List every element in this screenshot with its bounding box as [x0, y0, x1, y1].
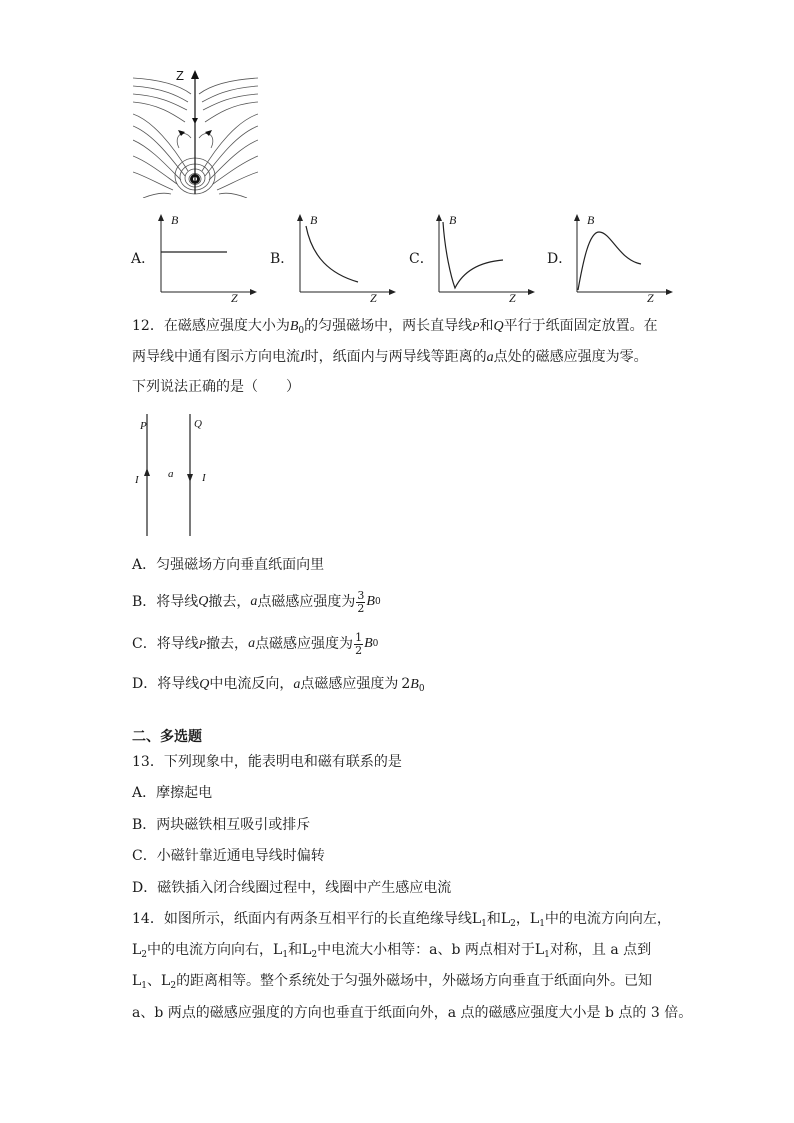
- b0-symbol: B: [364, 636, 373, 651]
- option-text: B．将导线: [132, 594, 199, 610]
- y-axis-label: B: [171, 213, 179, 227]
- option-letter: A．: [131, 251, 156, 267]
- l-symbol: L: [534, 942, 545, 958]
- option-text: 中电流反向，: [209, 676, 294, 692]
- y-axis-label: B: [310, 213, 318, 227]
- b0-subscript: 0: [298, 326, 305, 336]
- l-symbol: L: [132, 942, 142, 958]
- q14-text: ，: [515, 911, 530, 927]
- b0-symbol: B: [289, 319, 299, 334]
- option-text: D．将导线: [132, 676, 200, 692]
- q14-line4: a、b 两点的磁感应强度的方向也垂直于纸面向外，a 点的磁感应强度大小是 b 点的 3 倍。: [132, 1005, 693, 1021]
- p-symbol: P: [472, 319, 480, 333]
- q14-text: 中电流大小相等：a、b 两点相对于: [317, 942, 535, 958]
- q12-option-a: A．匀强磁场方向垂直纸面向里: [132, 557, 325, 573]
- l-symbol: L: [500, 911, 511, 927]
- q14-text: 的距离相等。整个系统处于匀强外磁场中，外磁场方向垂直于纸面向外。已知: [176, 973, 653, 989]
- option-text: 撤去，: [206, 636, 249, 652]
- fraction-three-halves: [356, 590, 365, 615]
- q14-line3: [132, 971, 652, 996]
- q13-option-d: D．磁铁插入闭合线圈过程中，线圈中产生感应电流: [132, 880, 452, 896]
- denominator: 2: [357, 601, 365, 615]
- graph-option-c: [409, 212, 539, 307]
- l-symbol: L: [132, 973, 142, 989]
- x-axis-label: Z: [231, 291, 238, 305]
- q-symbol: Q: [199, 677, 210, 692]
- option-letter: C．: [409, 251, 434, 267]
- q14-text: 和: [288, 942, 303, 958]
- a-symbol: a: [250, 594, 258, 609]
- x-axis-label: Z: [370, 291, 377, 305]
- q13-option-b: B．两块磁铁相互吸引或排斥: [132, 817, 311, 833]
- b0-subscript: 0: [374, 597, 381, 607]
- i-symbol: I: [300, 350, 305, 365]
- fraction-one-half: [354, 632, 363, 657]
- subscript: 2: [170, 981, 177, 991]
- q14-line2: [132, 940, 651, 965]
- subscript: 2: [510, 919, 516, 929]
- p-symbol: P: [198, 637, 207, 651]
- q12-option-b: [132, 587, 381, 617]
- l-symbol: L: [302, 942, 312, 958]
- x-axis-label: Z: [647, 291, 654, 305]
- option-letter: D．: [547, 251, 573, 267]
- a-symbol: a: [293, 677, 301, 692]
- point-a-label: a: [168, 468, 174, 480]
- q12-text: 12．在磁感应强度大小为: [132, 318, 290, 334]
- q12-option-c: [132, 629, 378, 659]
- y-axis-label: B: [449, 213, 457, 227]
- q12-line2: [132, 347, 648, 368]
- q12-line3: 下列说法正确的是（ ）: [132, 379, 300, 395]
- option-text: 点磁感应强度为: [255, 636, 354, 652]
- q12-line1: [132, 316, 658, 341]
- q12-text: 两导线中通有图示方向电流: [132, 349, 300, 365]
- q14-text: 、: [147, 973, 162, 989]
- coefficient: 2: [401, 676, 411, 692]
- q14-text: 和: [486, 911, 501, 927]
- q13-option-c: C．小磁针靠近通电导线时偏转: [132, 848, 325, 864]
- graph-d: [567, 212, 677, 307]
- wire-q-label: Q: [194, 418, 202, 430]
- q14-text: 中的电流方向向右，: [147, 942, 274, 958]
- l-symbol: L: [529, 911, 540, 927]
- b0-subscript: 0: [372, 639, 379, 649]
- q14-line1: [132, 909, 671, 934]
- graph-option-d: [547, 212, 677, 307]
- subscript: 1: [544, 950, 550, 960]
- option-text: C．将导线: [132, 636, 199, 652]
- q12-option-d: [132, 674, 425, 699]
- numerator: 1: [355, 630, 363, 644]
- subscript: 1: [282, 950, 289, 960]
- l-symbol: L: [161, 973, 171, 989]
- graph-option-a: [131, 212, 261, 307]
- q12-text: 平行于纸面固定放置。在: [503, 318, 658, 334]
- y-axis-label: B: [587, 213, 595, 227]
- q12-wire-figure: [132, 412, 212, 540]
- numerator: 3: [357, 588, 365, 602]
- denominator: 2: [355, 643, 363, 657]
- wire-p-label: P: [140, 420, 147, 432]
- q12-text: 点处的磁感应强度为零。: [493, 349, 648, 365]
- subscript: 1: [481, 919, 487, 929]
- subscript: 1: [539, 919, 545, 929]
- b0-subscript: 0: [418, 684, 425, 694]
- graph-option-b: [270, 212, 400, 307]
- subscript: 1: [141, 981, 148, 991]
- q14-text: 中的电流方向向左，: [544, 911, 671, 927]
- q12-text: 的匀强磁场中，两长直导线: [304, 318, 473, 334]
- z-axis-label: Z: [176, 68, 184, 83]
- a-symbol: a: [248, 636, 256, 651]
- l-symbol: L: [471, 911, 482, 927]
- q12-text: 和: [479, 318, 494, 334]
- b0-symbol: B: [410, 677, 419, 692]
- option-text: 点磁感应强度为: [257, 594, 356, 610]
- q14-text: 14．如图所示，纸面内有两条互相平行的长直绝缘导线: [132, 911, 472, 927]
- field-lines-diagram: [133, 66, 258, 198]
- a-symbol: a: [486, 350, 494, 365]
- b0-symbol: B: [366, 594, 375, 609]
- l-symbol: L: [273, 942, 283, 958]
- graph-c: [429, 212, 539, 307]
- q14-text: 对称，且 a 点到: [549, 942, 652, 958]
- current-label-right: I: [202, 472, 206, 484]
- q12-text: 时，纸面内与两导线等距离的: [304, 349, 487, 365]
- current-label-left: I: [135, 474, 139, 486]
- q13-option-a: A．摩擦起电: [132, 785, 213, 801]
- graph-b: [290, 212, 400, 307]
- q-symbol: Q: [493, 319, 504, 334]
- q13-stem: 13．下列现象中，能表明电和磁有联系的是: [132, 754, 402, 770]
- subscript: 2: [311, 950, 318, 960]
- x-axis-label: Z: [509, 291, 516, 305]
- subscript: 2: [141, 950, 148, 960]
- graph-a: [151, 212, 261, 307]
- option-letter: B．: [270, 251, 295, 267]
- option-text: 点磁感应强度为: [300, 676, 399, 692]
- section-title: 二、多选题: [132, 729, 202, 745]
- q-symbol: Q: [198, 594, 209, 609]
- option-text: 撤去，: [208, 594, 251, 610]
- field-line-figure: [133, 66, 258, 198]
